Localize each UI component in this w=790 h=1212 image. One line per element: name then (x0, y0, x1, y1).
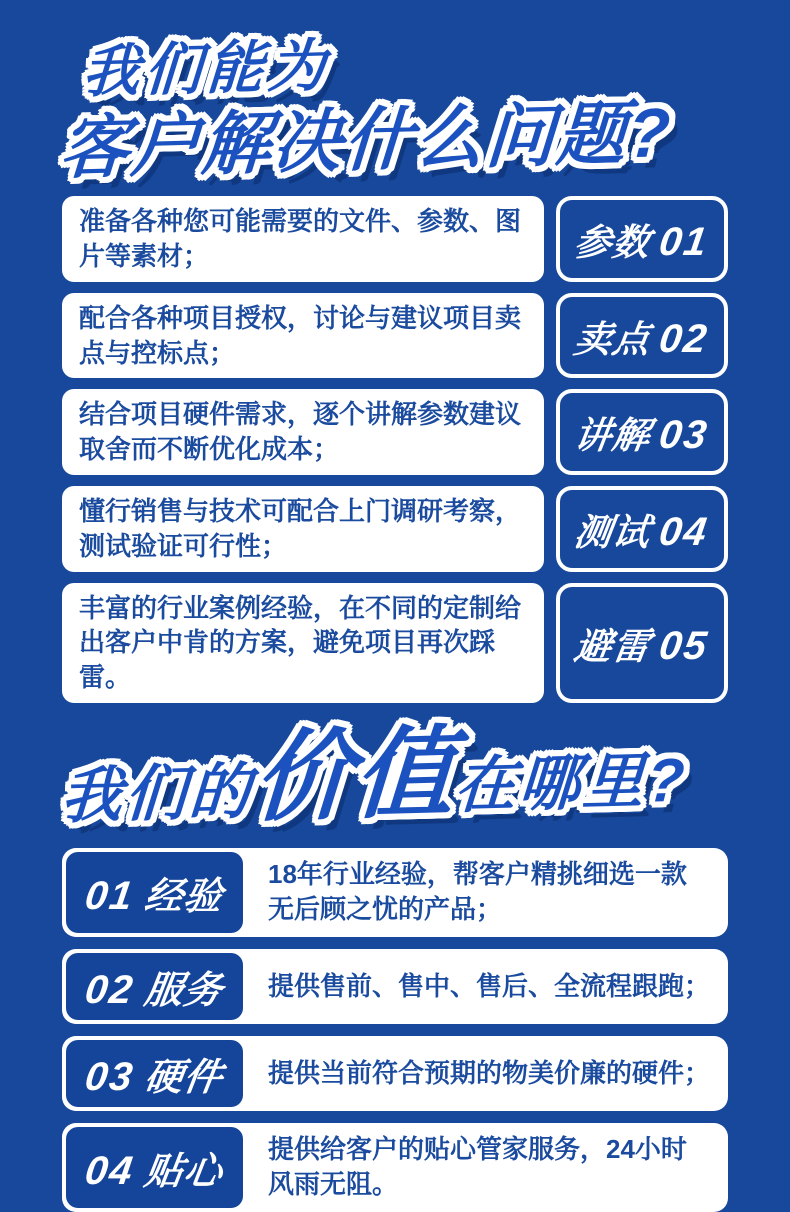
badge-number: 02 (82, 967, 137, 1012)
values-title-part1: 我们的 (59, 757, 256, 831)
value-badge (62, 949, 247, 1024)
problem-card (62, 389, 544, 475)
problem-text: 结合项目硬件需求，逐个讲解参数建议取舍而不断优化成本； (79, 399, 522, 465)
chip-label: 避雷 (571, 625, 654, 667)
chip-number: 04 (656, 509, 712, 554)
problem-text: 准备各种您可能需要的文件、参数、图片等素材； (79, 206, 522, 271)
value-text: 提供售前、售中、售后、全流程跟跑； (268, 970, 711, 1001)
value-badge (62, 1123, 247, 1212)
problem-text: 懂行销售与技术可配合上门调研考察，测试验证可行性； (79, 495, 522, 561)
problem-text: 配合各种项目授权，讨论与建议项目卖点与控标点； (79, 302, 522, 368)
values-title (59, 716, 731, 833)
value-badge (62, 848, 247, 937)
problem-row (62, 389, 728, 475)
problem-chip (556, 486, 728, 572)
value-row (62, 1123, 728, 1212)
values-title-part2: 价值 (250, 716, 460, 834)
value-text: 提供给客户的贴心管家服务，24小时风雨无阻。 (268, 1133, 687, 1200)
problem-row (62, 196, 728, 282)
problem-row (62, 583, 728, 703)
value-row (62, 949, 728, 1024)
chip-label: 测试 (571, 511, 654, 553)
problem-text: 丰富的行业案例经验，在不同的定制给出客户中肯的方案，避免项目再次踩雷。 (79, 592, 522, 693)
problem-row (62, 293, 728, 379)
problem-chip (556, 196, 728, 282)
chip-label: 参数 (571, 221, 654, 263)
badge-number: 03 (82, 1054, 137, 1099)
value-row (62, 1036, 728, 1111)
value-text: 18年行业经验，帮客户精挑细选一款无后顾之忧的产品； (268, 859, 687, 925)
chip-number: 05 (656, 623, 712, 668)
chip-number: 01 (656, 219, 712, 264)
problem-chip (556, 389, 728, 475)
chip-number: 03 (656, 413, 712, 458)
badge-number: 01 (82, 873, 137, 918)
problem-card (62, 293, 544, 379)
problems-title-line2: 客户解决什么问题? (57, 94, 675, 188)
problem-card (62, 583, 544, 703)
badge-label: 服务 (141, 969, 226, 1012)
value-text: 提供当前符合预期的物美价廉的硬件； (268, 1057, 711, 1088)
value-row (62, 848, 728, 937)
chip-number: 02 (656, 316, 712, 361)
problem-chip (556, 583, 728, 703)
chip-label: 讲解 (571, 415, 654, 457)
chip-label: 卖点 (571, 318, 654, 360)
values-title-part3: 在哪里? (452, 745, 690, 820)
problems-title (57, 26, 732, 188)
badge-number: 04 (82, 1148, 137, 1193)
badge-label: 贴心 (141, 1150, 226, 1193)
problem-row (62, 486, 728, 572)
problem-card (62, 486, 544, 572)
problem-card (62, 196, 544, 282)
problems-title-line1: 我们能为 (80, 33, 333, 105)
value-badge (62, 1036, 247, 1111)
badge-label: 硬件 (141, 1056, 226, 1099)
badge-label: 经验 (141, 875, 226, 918)
problem-chip (556, 293, 728, 379)
